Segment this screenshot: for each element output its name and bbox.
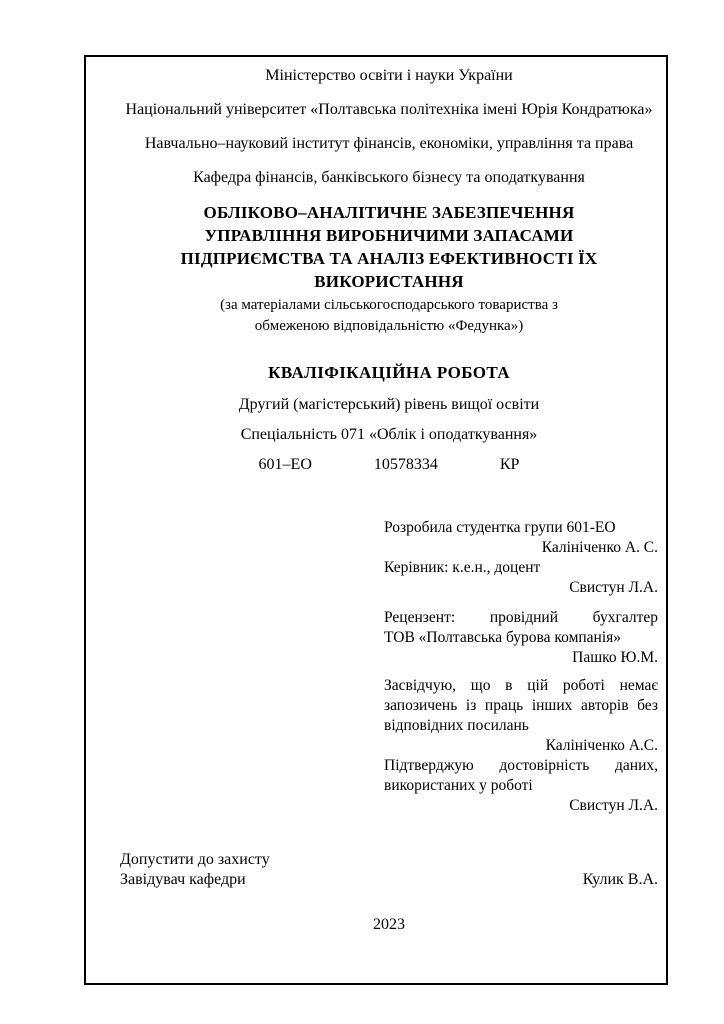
- thesis-subtitle-line: (за матеріалами сільськогосподарського товариства з: [220, 297, 558, 313]
- declaration-line: Засвідчую, що в цій роботі немає: [384, 677, 658, 694]
- developer-label: Розробила студентка групи 601-ЕО: [384, 519, 616, 536]
- thesis-title-line: ВИКОРИСТАННЯ: [314, 272, 464, 291]
- reviewer-line: Рецензент: провідний бухгалтер: [384, 609, 658, 626]
- year-line: 2023: [373, 916, 405, 933]
- work-code-line: [120, 454, 658, 476]
- signatures-block: [384, 518, 658, 816]
- university-line: Національний університет «Полтавська політехніка імені Юрія Кондратюка»: [125, 101, 653, 118]
- thesis-title-line: ОБЛІКОВО–АНАЛІТИЧНЕ ЗАБЕЗПЕЧЕННЯ: [203, 203, 575, 222]
- head-name: Кулик В.А.: [582, 871, 658, 888]
- id-number: 10578334: [373, 456, 438, 473]
- declaration-line: відповідних посилань: [384, 717, 529, 734]
- institute-line: Навчально–науковий інститут фінансів, економіки, управління та права: [144, 135, 634, 152]
- declaration-paragraph: [384, 676, 658, 756]
- supervisor-label: Керівник: к.е.н., доцент: [384, 559, 541, 576]
- declaration-line: запозичень із праць інших авторів без: [384, 697, 658, 714]
- developer-name: Калініченко А. С.: [541, 539, 658, 556]
- thesis-subtitle-line: обмеженою відповідальністю «Федунка»): [254, 318, 524, 334]
- specialty-line: Спеціальність 071 «Облік і оподаткування»: [240, 426, 538, 443]
- confirmation-line: використаних у роботі: [384, 777, 533, 794]
- admit-line: Допустити до захисту: [120, 851, 270, 868]
- department-line: Кафедра фінансів, банківського бізнесу та оподаткування: [193, 169, 585, 186]
- approval-block: [120, 850, 658, 890]
- thesis-title-line: ПІДПРИЄМСТВА ТА АНАЛІЗ ЕФЕКТИВНОСТІ ЇХ: [180, 249, 598, 268]
- reviewer-line: ТОВ «Полтавська бурова компанія»: [384, 629, 622, 646]
- qualification-heading: КВАЛІФІКАЦІЙНА РОБОТА: [268, 363, 510, 382]
- reviewer-name: Пашко Ю.М.: [572, 649, 658, 666]
- confirmation-name: Свистун Л.А.: [569, 797, 658, 814]
- reviewer-paragraph: [384, 608, 658, 668]
- page-border-frame: [84, 55, 668, 985]
- confirmation-line: Підтверджую достовірність даних,: [384, 757, 658, 774]
- education-level: Другий (магістерський) рівень вищої освіти: [238, 396, 540, 413]
- department-head-row: [120, 870, 658, 890]
- work-type: КР: [499, 456, 520, 473]
- head-label: Завідувач кафедри: [120, 871, 246, 888]
- ministry-line: Міністерство освіти і науки України: [265, 67, 513, 84]
- declaration-name: Калініченко А.С.: [545, 737, 658, 754]
- thesis-title-line: УПРАВЛІННЯ ВИРОБНИЧИМИ ЗАПАСАМИ: [204, 226, 574, 245]
- thesis-title: [120, 201, 658, 293]
- group-code: 601–ЕО: [258, 456, 312, 473]
- thesis-subtitle: [120, 295, 658, 337]
- confirmation-paragraph: [384, 756, 658, 816]
- supervisor-name: Свистун Л.А.: [569, 579, 658, 596]
